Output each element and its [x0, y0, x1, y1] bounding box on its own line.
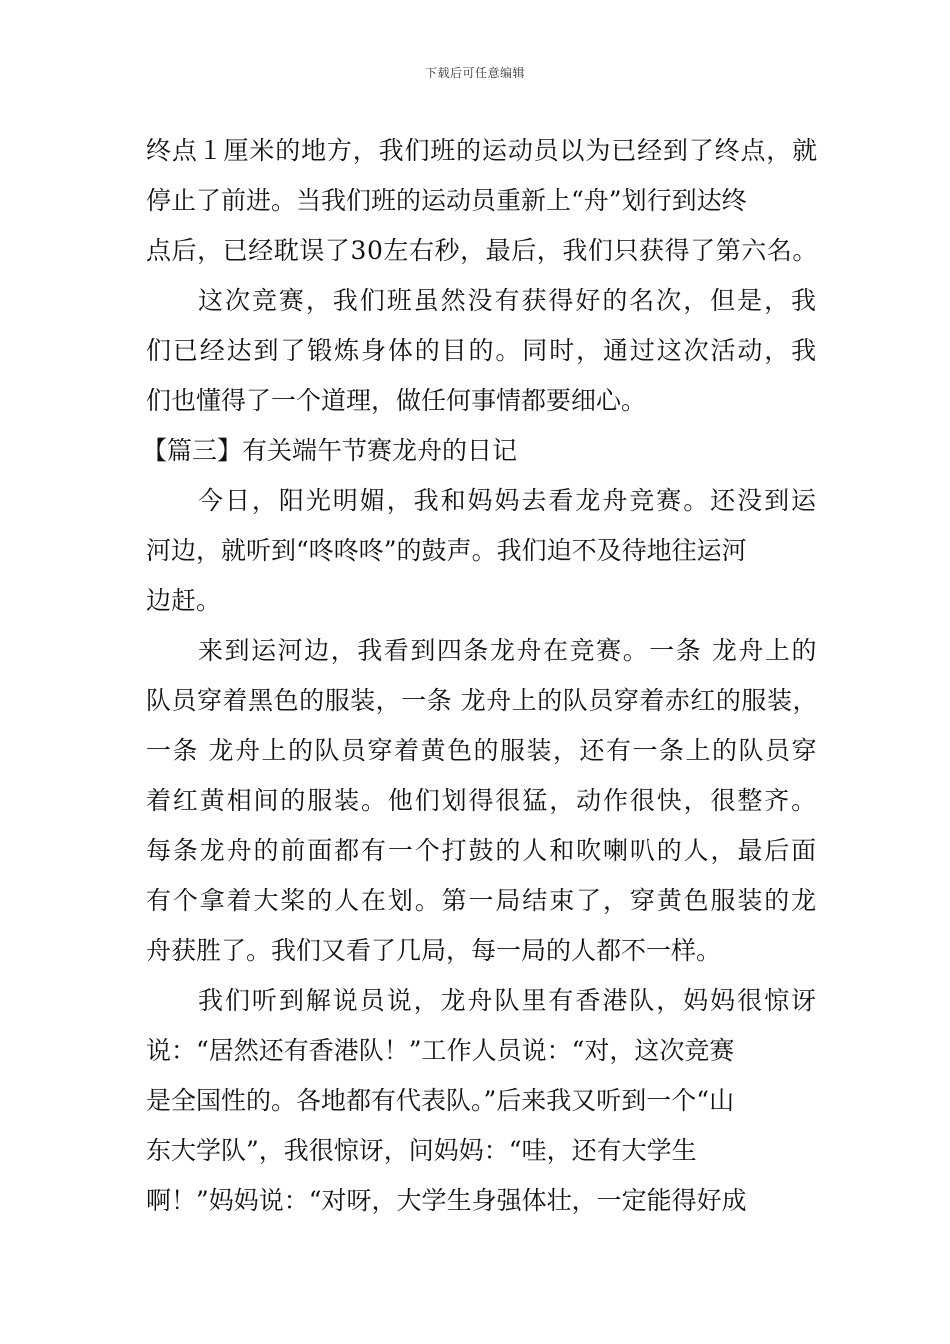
text-line: 边赶。	[146, 586, 222, 615]
document-body	[142, 126, 818, 1226]
text-line: 们也懂得了一个道理，做任何事情都要细心。	[146, 386, 647, 415]
text-line: 终点１厘米的地方，我们班的运动员以为已经到了终点，就	[146, 136, 818, 165]
text-line: 说：“居然还有香港队！”工作人员说：“对，这次竞赛	[146, 1036, 735, 1065]
text-line: 东大学队”，我很惊讶，问妈妈：“哇，还有大学生	[146, 1136, 697, 1165]
paragraph-first-line: 我们听到解说员说，龙舟队里有香港队，妈妈很惊讶	[198, 986, 818, 1015]
text-line: 舟获胜了。我们又看了几局，每一局的人都不一样。	[146, 936, 722, 965]
text-line: 啊！”妈妈说：“对呀，大学生身强体壮，一定能得好成	[146, 1186, 747, 1215]
text-line: 河边，就听到“咚咚咚”的鼓声。我们迫不及待地往运河	[146, 536, 747, 565]
text-line: 队员穿着黑色的服装，一条 龙舟上的队员穿着赤红的服装，	[146, 686, 818, 715]
text-line: 一条 龙舟上的队员穿着黄色的服装，还有一条上的队员穿	[146, 736, 818, 765]
text-line: 有个拿着大桨的人在划。第一局结束了，穿黄色服装的龙	[146, 886, 818, 915]
text-line: 着红黄相间的服装。他们划得很猛，动作很快，很整齐。	[146, 786, 818, 815]
text-line: 每条龙舟的前面都有一个打鼓的人和吹喇叭的人，最后面	[146, 836, 818, 865]
text-line: 是全国性的。各地都有代表队。”后来我又听到一个“山	[146, 1086, 735, 1115]
text-line: 点后，已经耽误了30左右秒，最后，我们只获得了第六名。	[146, 236, 818, 265]
paragraph-first-line: 来到运河边，我看到四条龙舟在竞赛。一条 龙舟上的	[198, 636, 818, 665]
page-header: 下载后可任意编辑	[424, 66, 525, 80]
section-heading: 【篇三】有关端午节赛龙舟的日记	[142, 436, 518, 465]
text-line: 们已经达到了锻炼身体的目的。同时，通过这次活动，我	[146, 336, 818, 365]
text-line: 停止了前进。当我们班的运动员重新上“舟”划行到达终	[146, 186, 747, 215]
paragraph-first-line: 今日，阳光明媚，我和妈妈去看龙舟竞赛。还没到运	[198, 486, 818, 515]
paragraph-first-line: 这次竞赛，我们班虽然没有获得好的名次，但是，我	[198, 286, 818, 315]
